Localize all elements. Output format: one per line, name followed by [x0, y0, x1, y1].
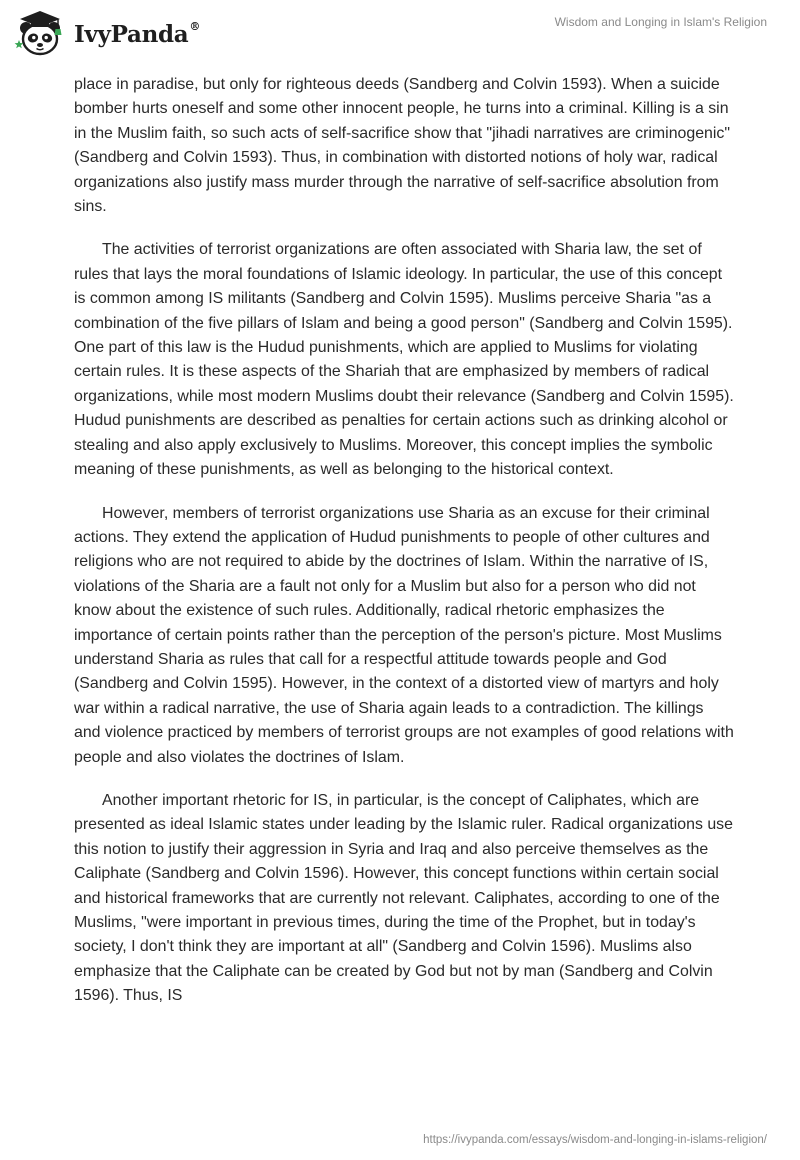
paragraph-1: place in paradise, but only for righteous deeds (Sandberg and Colvin 1593). When a suicide bomber hurts oneself and some other innocent people, he turns into a criminal. Killing is a sin in the Muslim faith, so such acts of self-sacrifice show that "jihadi narratives are criminogenic" (Sandberg and Colvin 1593). Thus, in combination with distorted notions of holy war, radical organizations also justify mass murder through the narrative of self-sacrifice absolution from sins.	[74, 76, 731, 216]
paragraph-3: However, members of terrorist organizations use Sharia as an excuse for their criminal actions. They extend the application of Hudud punishments to people of other cultures and religions who are not required to abide by the doctrines of Islam. Within the narrative of IS, violations of the Sharia are a fault not only for a Muslim but also for a person who did not know about the existence of such rules. Additionally, radical rhetoric emphasizes the importance of certain points rather than the perception of the person's picture. Most Muslims understand Sharia as rules that call for a respectful attitude towards people and God (Sandberg and Colvin 1595). However, in the context of a distorted view of martyrs and holy war within a radical narrative, the use of Sharia again leads to a contradiction. The killings and violence practiced by members of terrorist groups are not examples of good relations with people and also violates the doctrines of Islam.	[74, 504, 734, 766]
essay-body	[74, 73, 734, 1028]
brand-name: IvyPanda®	[74, 19, 201, 48]
document-title: Wisdom and Longing in Islam's Religion	[554, 15, 767, 29]
paragraph-4: Another important rhetoric for IS, in particular, is the concept of Caliphates, which are presented as ideal Islamic states under leading by the Islamic ruler. Radical organizations use this notion to justify their aggression in Syria and Iraq and also perceive themselves as the Caliphate (Sandberg and Colvin 1596). However, this concept functions within certain social and historical frameworks that are currently not relevant. Caliphates, according to one of the Muslims, "were important in previous times, during the time of the Prophet, but in today's society, I don't think they are important at all" (Sandberg and Colvin 1596). Muslims also emphasize that the Caliphate can be created by God but not by man (Sandberg and Colvin 1596). Thus, IS	[74, 791, 733, 1005]
page-header	[0, 0, 800, 70]
registered-mark: ®	[189, 19, 201, 33]
source-url-link[interactable]: https://ivypanda.com/essays/wisdom-and-longing-in-islams-religion/	[423, 1134, 767, 1146]
brand-logo[interactable]	[14, 8, 200, 58]
paragraph-2: The activities of terrorist organizations are often associated with Sharia law, the set of rules that lays the moral foundations of Islamic ideology. In particular, the use of this concept is common among IS militants (Sandberg and Colvin 1595). Muslims perceive Sharia "as a combination of the five pillars of Islam and being a good person" (Sandberg and Colvin 1595). One part of this law is the Hudud punishments, which are applied to Muslims for violating certain rules. It is these aspects of the Shariah that are emphasized by members of radical organizations, while most modern Muslims doubt their relevance (Sandberg and Colvin 1595). Hudud punishments are described as penalties for certain actions such as drinking alcohol or stealing and also apply exclusively to Muslims. Moreover, this concept implies the symbolic meaning of these punishments, as well as belonging to the historical context.	[74, 241, 734, 479]
panda-graduation-cap-icon	[14, 9, 66, 57]
